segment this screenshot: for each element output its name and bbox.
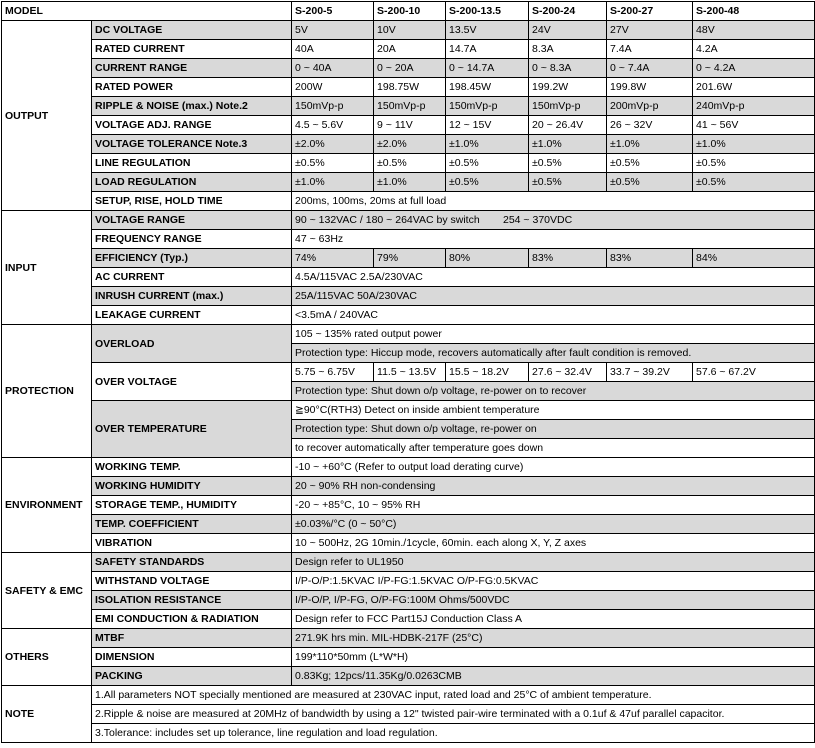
spec-value: ±1.0%	[607, 135, 693, 154]
spec-value: 20 ~ 26.4V	[529, 116, 607, 135]
spec-row-dimension	[2, 648, 815, 667]
category-protection: PROTECTION	[2, 325, 92, 458]
spec-value: Protection type: Hiccup mode, recovers automatically after fault condition is removed.	[292, 344, 815, 363]
spec-value: 83%	[529, 249, 607, 268]
param-label: WORKING TEMP.	[92, 458, 292, 477]
spec-row-safety-standards	[2, 553, 815, 572]
spec-value: 150mVp-p	[374, 97, 446, 116]
spec-row-mtbf	[2, 629, 815, 648]
spec-value: 0 ~ 4.2A	[693, 59, 815, 78]
category-input: INPUT	[2, 211, 92, 325]
spec-value: ±0.5%	[529, 173, 607, 192]
category-environment: ENVIRONMENT	[2, 458, 92, 553]
spec-row-rated-current	[2, 40, 815, 59]
param-label: RATED CURRENT	[92, 40, 292, 59]
param-label: WITHSTAND VOLTAGE	[92, 572, 292, 591]
param-label: RATED POWER	[92, 78, 292, 97]
spec-value: 105 ~ 135% rated output power	[292, 325, 815, 344]
param-label: OVER VOLTAGE	[92, 363, 292, 401]
spec-row-storage	[2, 496, 815, 515]
spec-value: 57.6 ~ 67.2V	[693, 363, 815, 382]
category-others: OTHERS	[2, 629, 92, 686]
spec-value: 90 ~ 132VAC / 180 ~ 264VAC by switch 254 ~ 370VDC	[292, 211, 815, 230]
spec-value: 12 ~ 15V	[446, 116, 529, 135]
spec-value: I/P-O/P:1.5KVAC I/P-FG:1.5KVAC O/P-FG:0.5KVAC	[292, 572, 815, 591]
spec-value: ±1.0%	[693, 135, 815, 154]
spec-value: -10 ~ +60°C (Refer to output load derating curve)	[292, 458, 815, 477]
spec-value: I/P-O/P, I/P-FG, O/P-FG:100M Ohms/500VDC	[292, 591, 815, 610]
spec-value: 79%	[374, 249, 446, 268]
note-text: 1.All parameters NOT specially mentioned are measured at 230VAC input, rated load and 25°C of ambient temperature.	[92, 686, 815, 705]
spec-row-ripple-noise	[2, 97, 815, 116]
param-label: AC CURRENT	[92, 268, 292, 287]
param-label: OVER TEMPERATURE	[92, 401, 292, 458]
spec-row-efficiency	[2, 249, 815, 268]
spec-value: 5V	[292, 21, 374, 40]
spec-value: 14.7A	[446, 40, 529, 59]
note-row-3	[2, 724, 815, 743]
spec-value: ±0.5%	[446, 173, 529, 192]
model-name: S-200-5	[292, 2, 374, 21]
spec-value: ±1.0%	[529, 135, 607, 154]
spec-value: 27.6 ~ 32.4V	[529, 363, 607, 382]
spec-value: 0 ~ 20A	[374, 59, 446, 78]
spec-value: ±0.5%	[607, 173, 693, 192]
model-name: S-200-24	[529, 2, 607, 21]
spec-value: 0.83Kg; 12pcs/11.35Kg/0.0263CMB	[292, 667, 815, 686]
spec-value: ±1.0%	[446, 135, 529, 154]
spec-row-working-humidity	[2, 477, 815, 496]
spec-value: 150mVp-p	[446, 97, 529, 116]
spec-value: 199*110*50mm (L*W*H)	[292, 648, 815, 667]
spec-row-packing	[2, 667, 815, 686]
spec-value: ±0.5%	[374, 154, 446, 173]
spec-row-working-temp	[2, 458, 815, 477]
spec-row-dc-voltage	[2, 21, 815, 40]
spec-value: 27V	[607, 21, 693, 40]
note-text: 2.Ripple & noise are measured at 20MHz of bandwidth by using a 12" twisted pair-wire terminated with a 0.1uf & 47uf parallel capacitor.	[92, 705, 815, 724]
spec-row-setup-rise-hold	[2, 192, 815, 211]
param-label: VOLTAGE TOLERANCE Note.3	[92, 135, 292, 154]
spec-value: 10 ~ 500Hz, 2G 10min./1cycle, 60min. each along X, Y, Z axes	[292, 534, 815, 553]
param-label: VIBRATION	[92, 534, 292, 553]
spec-value: 0 ~ 14.7A	[446, 59, 529, 78]
spec-value: 8.3A	[529, 40, 607, 59]
spec-row-overload	[2, 325, 815, 344]
param-label: RIPPLE & NOISE (max.) Note.2	[92, 97, 292, 116]
spec-value: 24V	[529, 21, 607, 40]
param-label: WORKING HUMIDITY	[92, 477, 292, 496]
spec-value: 200ms, 100ms, 20ms at full load	[292, 192, 815, 211]
spec-value: ±2.0%	[374, 135, 446, 154]
param-label: PACKING	[92, 667, 292, 686]
spec-value: 83%	[607, 249, 693, 268]
param-label: LEAKAGE CURRENT	[92, 306, 292, 325]
spec-value: 198.45W	[446, 78, 529, 97]
spec-row-over-temperature	[2, 401, 815, 420]
param-label: LINE REGULATION	[92, 154, 292, 173]
spec-row-leakage-current	[2, 306, 815, 325]
spec-row-rated-power	[2, 78, 815, 97]
spec-row-vibration	[2, 534, 815, 553]
note-row-2	[2, 705, 815, 724]
spec-row-ac-current	[2, 268, 815, 287]
spec-value: Design refer to FCC Part15J Conduction Class A	[292, 610, 815, 629]
spec-value: ≧90°C(RTH3) Detect on inside ambient temperature	[292, 401, 815, 420]
spec-row-isolation	[2, 591, 815, 610]
spec-row-inrush-current	[2, 287, 815, 306]
spec-value: 200mVp-p	[607, 97, 693, 116]
spec-table	[1, 1, 815, 743]
spec-value: 4.5 ~ 5.6V	[292, 116, 374, 135]
spec-value: ±1.0%	[292, 173, 374, 192]
model-name: S-200-13.5	[446, 2, 529, 21]
param-label: STORAGE TEMP., HUMIDITY	[92, 496, 292, 515]
spec-value: Design refer to UL1950	[292, 553, 815, 572]
category-safety-emc: SAFETY & EMC	[2, 553, 92, 629]
param-label: DC VOLTAGE	[92, 21, 292, 40]
note-row-1	[2, 686, 815, 705]
spec-value: 0 ~ 40A	[292, 59, 374, 78]
spec-value: ±0.5%	[607, 154, 693, 173]
spec-value: ±0.5%	[292, 154, 374, 173]
spec-value: 150mVp-p	[292, 97, 374, 116]
spec-row-voltage-adj	[2, 116, 815, 135]
spec-value: 47 ~ 63Hz	[292, 230, 815, 249]
spec-value: 26 ~ 32V	[607, 116, 693, 135]
category-output: OUTPUT	[2, 21, 92, 211]
param-label: SAFETY STANDARDS	[92, 553, 292, 572]
param-label: EFFICIENCY (Typ.)	[92, 249, 292, 268]
param-label: EMI CONDUCTION & RADIATION	[92, 610, 292, 629]
spec-value: 40A	[292, 40, 374, 59]
spec-value: 13.5V	[446, 21, 529, 40]
spec-value: Protection type: Shut down o/p voltage, re-power on	[292, 420, 815, 439]
spec-value: 74%	[292, 249, 374, 268]
spec-row-over-voltage	[2, 363, 815, 382]
spec-value: 9 ~ 11V	[374, 116, 446, 135]
param-label: LOAD REGULATION	[92, 173, 292, 192]
spec-value: <3.5mA / 240VAC	[292, 306, 815, 325]
spec-value: ±0.5%	[446, 154, 529, 173]
param-label: VOLTAGE ADJ. RANGE	[92, 116, 292, 135]
param-label: TEMP. COEFFICIENT	[92, 515, 292, 534]
spec-value: 15.5 ~ 18.2V	[446, 363, 529, 382]
spec-value: 199.2W	[529, 78, 607, 97]
spec-value: ±0.5%	[529, 154, 607, 173]
model-name: S-200-10	[374, 2, 446, 21]
spec-value: 20A	[374, 40, 446, 59]
spec-value: 198.75W	[374, 78, 446, 97]
spec-value: 271.9K hrs min. MIL-HDBK-217F (25°C)	[292, 629, 815, 648]
param-label: SETUP, RISE, HOLD TIME	[92, 192, 292, 211]
param-label: FREQUENCY RANGE	[92, 230, 292, 249]
param-label: CURRENT RANGE	[92, 59, 292, 78]
spec-value: 200W	[292, 78, 374, 97]
spec-value: ±0.03%/°C (0 ~ 50°C)	[292, 515, 815, 534]
param-label: OVERLOAD	[92, 325, 292, 363]
spec-value: -20 ~ +85°C, 10 ~ 95% RH	[292, 496, 815, 515]
spec-row-current-range	[2, 59, 815, 78]
spec-value: 84%	[693, 249, 815, 268]
spec-row-withstand-voltage	[2, 572, 815, 591]
model-label: MODEL	[2, 2, 292, 21]
model-name: S-200-48	[693, 2, 815, 21]
spec-value: 10V	[374, 21, 446, 40]
spec-value: 4.5A/115VAC 2.5A/230VAC	[292, 268, 815, 287]
spec-value: ±0.5%	[693, 173, 815, 192]
spec-value: 25A/115VAC 50A/230VAC	[292, 287, 815, 306]
spec-row-temp-coefficient	[2, 515, 815, 534]
param-label: DIMENSION	[92, 648, 292, 667]
spec-row-emi	[2, 610, 815, 629]
spec-value: 11.5 ~ 13.5V	[374, 363, 446, 382]
param-label: INRUSH CURRENT (max.)	[92, 287, 292, 306]
spec-value: 240mVp-p	[693, 97, 815, 116]
model-header-row	[2, 2, 815, 21]
spec-value: 7.4A	[607, 40, 693, 59]
spec-value: 5.75 ~ 6.75V	[292, 363, 374, 382]
param-label: ISOLATION RESISTANCE	[92, 591, 292, 610]
spec-value: 48V	[693, 21, 815, 40]
category-note: NOTE	[2, 686, 92, 743]
spec-value: 80%	[446, 249, 529, 268]
spec-value: 0 ~ 7.4A	[607, 59, 693, 78]
spec-value: 4.2A	[693, 40, 815, 59]
spec-row-voltage-range	[2, 211, 815, 230]
spec-value: ±1.0%	[374, 173, 446, 192]
spec-value: Protection type: Shut down o/p voltage, re-power on to recover	[292, 382, 815, 401]
spec-row-voltage-tolerance	[2, 135, 815, 154]
model-name: S-200-27	[607, 2, 693, 21]
note-text: 3.Tolerance: includes set up tolerance, line regulation and load regulation.	[92, 724, 815, 743]
spec-row-load-regulation	[2, 173, 815, 192]
spec-value: 20 ~ 90% RH non-condensing	[292, 477, 815, 496]
spec-value: ±2.0%	[292, 135, 374, 154]
spec-value: 199.8W	[607, 78, 693, 97]
spec-value: 201.6W	[693, 78, 815, 97]
param-label: MTBF	[92, 629, 292, 648]
spec-value: ±0.5%	[693, 154, 815, 173]
spec-value: 150mVp-p	[529, 97, 607, 116]
spec-value: to recover automatically after temperature goes down	[292, 439, 815, 458]
spec-value: 41 ~ 56V	[693, 116, 815, 135]
spec-row-frequency-range	[2, 230, 815, 249]
spec-value: 0 ~ 8.3A	[529, 59, 607, 78]
spec-value: 33.7 ~ 39.2V	[607, 363, 693, 382]
spec-row-line-regulation	[2, 154, 815, 173]
param-label: VOLTAGE RANGE	[92, 211, 292, 230]
